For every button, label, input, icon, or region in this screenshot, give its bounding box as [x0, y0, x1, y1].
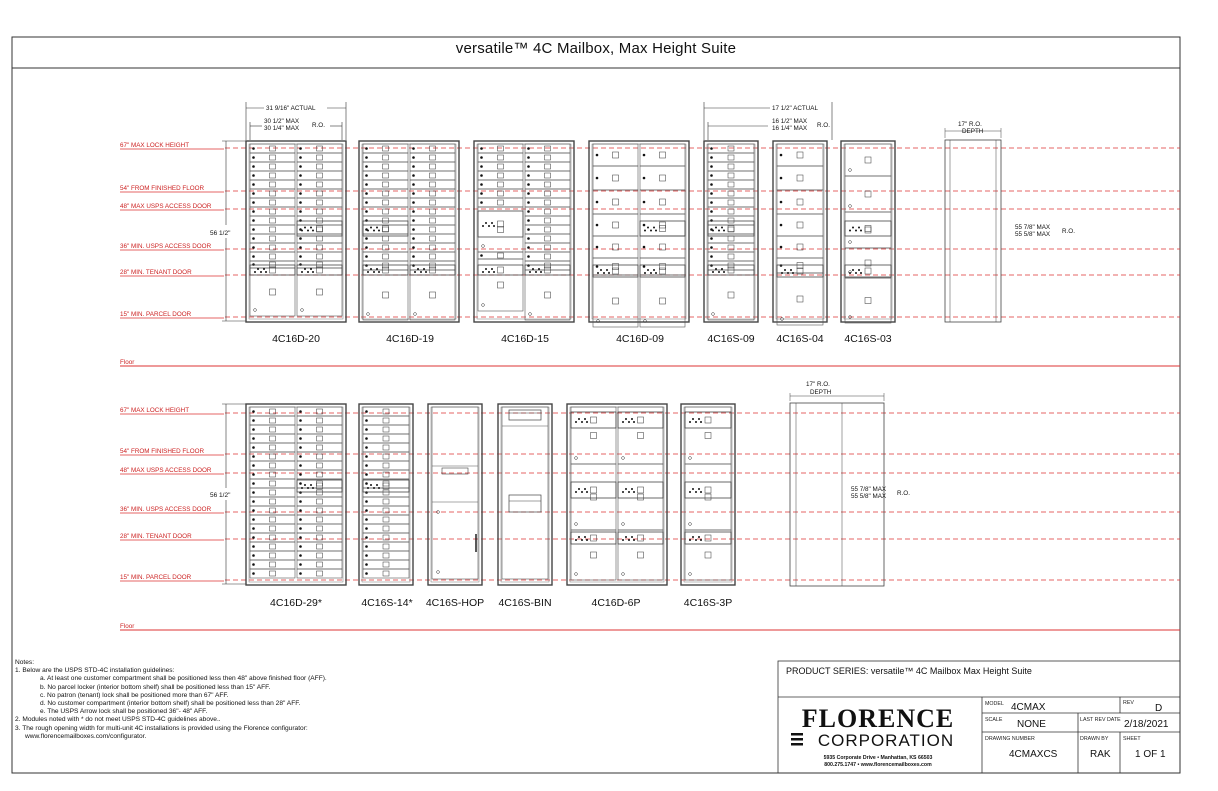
guide-label-from-floor: 54" FROM FINISHED FLOOR: [120, 448, 205, 455]
model-label: 4C16S-09: [707, 333, 755, 345]
model-label: 4C16S-03: [844, 333, 892, 345]
unit-4C16D-19: [359, 141, 459, 322]
rev-value: D: [1155, 703, 1163, 714]
note-1: 1. Below are the USPS STD-4C installation guidelines:: [15, 667, 175, 675]
depth-label-2: DEPTH: [810, 389, 832, 396]
side-ro-2: 55 5/8" MAX: [1015, 231, 1051, 238]
product-series: PRODUCT SERIES: versatile™ 4C Mailbox Max Height Suite: [786, 666, 1032, 676]
note-3: 3. The rough opening width for multi-unit 4C installations is provided using the Florence configurator:: [15, 724, 308, 732]
guide-label-max-usps: 48" MAX USPS ACCESS DOOR: [120, 203, 212, 210]
floor-label: Floor: [120, 359, 135, 366]
sheet-value: 1 OF 1: [1135, 749, 1166, 760]
model-label: 4C16D-29*: [270, 597, 322, 609]
model-label: 4C16S-BIN: [498, 597, 552, 609]
brand-logo-subtext: CORPORATION: [817, 731, 955, 750]
guide-label-max-lock: 67" MAX LOCK HEIGHT: [120, 142, 190, 149]
drawn-by-value: RAK: [1090, 749, 1111, 760]
note-1e: e. The USPS Arrow lock shall be positioned 36"- 48" AFF.: [40, 708, 208, 716]
note-1b: b. No parcel locker (interior bottom shelf) shall be positioned less than 15" AFF.: [40, 683, 271, 691]
width-ro-single-2: 16 1/4" MAX: [772, 125, 808, 132]
unit-4C16S-BIN: [498, 404, 552, 585]
unit-4C16D-29: [246, 404, 346, 585]
unit-4C16S-04: [773, 141, 827, 325]
company-contact: 800.275.1747 • www.florencemailboxes.com: [824, 762, 932, 768]
model-value: 4CMAX: [1011, 702, 1046, 713]
drawn-by-field-label: DRAWN BY: [1080, 736, 1109, 742]
height-dimension-label: 56 1/2": [210, 230, 231, 237]
guide-label-min-tenant: 28" MIN. TENANT DOOR: [120, 533, 192, 540]
guide-label-min-usps: 36" MIN. USPS ACCESS DOOR: [120, 506, 212, 513]
note-2: 2. Modules noted with * do not meet USPS STD-4C guidelines above..: [15, 716, 221, 724]
model-label: 4C16D-6P: [591, 597, 641, 609]
depth-label-1: 17" R.O.: [806, 381, 830, 388]
width-ro-single-1: 16 1/2" MAX: [772, 118, 808, 125]
row2-guides: [225, 413, 1180, 580]
side-ro-suffix: R.O.: [1062, 228, 1075, 235]
guide-label-min-usps: 36" MIN. USPS ACCESS DOOR: [120, 243, 212, 250]
side-view-row1: [945, 128, 1001, 322]
unit-4C16S-HOP: [428, 404, 482, 585]
model-label: 4C16D-20: [272, 333, 320, 345]
scale-value: NONE: [1017, 719, 1046, 730]
side-ro-1: 55 7/8" MAX: [1015, 224, 1051, 231]
guide-label-min-parcel: 15" MIN. PARCEL DOOR: [120, 574, 192, 581]
drawing-number-value: 4CMAXCS: [1009, 749, 1058, 760]
note-3-url: www.florencemailboxes.com/configurator.: [25, 732, 147, 740]
model-field-label: MODEL: [985, 701, 1004, 707]
model-label: 4C16S-04: [776, 333, 824, 345]
width-actual-double: 31 9/16" ACTUAL: [266, 105, 316, 112]
depth-label-1: 17" R.O.: [958, 121, 982, 128]
notes-block: [15, 659, 445, 741]
width-actual-single: 17 1/2" ACTUAL: [772, 105, 818, 112]
note-1d: d. No customer compartment (interior bottom shelf) shall be positioned less than 28" AFF.: [40, 700, 301, 708]
width-ro-double-1: 30 1/2" MAX: [264, 118, 300, 125]
scale-field-label: SCALE: [985, 717, 1003, 723]
model-label: 4C16S-3P: [683, 597, 733, 609]
notes-heading: Notes:: [15, 659, 35, 666]
model-label: 4C16D-19: [386, 333, 434, 345]
drawing-number-field-label: DRAWING NUMBER: [985, 736, 1035, 742]
height-dimension-label: 56 1/2": [210, 492, 231, 499]
model-label: 4C16D-09: [616, 333, 664, 345]
company-address: 5935 Corporate Drive • Manhattan, KS 66503: [823, 755, 933, 761]
row1-label-underlines: [120, 149, 224, 318]
unit-4C16D-6P: [567, 404, 667, 585]
unit-4C16S-09: [704, 141, 758, 322]
model-label: 4C16S-14*: [361, 597, 413, 609]
brand-logo-bars: [791, 733, 803, 746]
guide-label-from-floor: 54" FROM FINISHED FLOOR: [120, 185, 205, 192]
last-rev-field-label: LAST REV DATE: [1080, 717, 1121, 723]
model-label: 4C16D-15: [501, 333, 549, 345]
depth-label-2: DEPTH: [962, 128, 984, 135]
guide-label-max-usps: 48" MAX USPS ACCESS DOOR: [120, 467, 212, 474]
width-ro-double-suffix: R.O.: [312, 122, 325, 129]
width-ro-single-suffix: R.O.: [817, 122, 830, 129]
guide-label-max-lock: 67" MAX LOCK HEIGHT: [120, 407, 190, 414]
guide-label-min-parcel: 15" MIN. PARCEL DOOR: [120, 311, 192, 318]
model-label: 4C16S-HOP: [425, 597, 485, 609]
floor-label: Floor: [120, 623, 135, 630]
side-ro-1: 55 7/8" MAX: [851, 486, 887, 493]
mailbox-units: [246, 141, 895, 585]
unit-4C16D-15: [474, 141, 574, 322]
sheet-field-label: SHEET: [1123, 736, 1141, 742]
side-ro-2: 55 5/8" MAX: [851, 493, 887, 500]
side-ro-suffix: R.O.: [897, 490, 910, 497]
row2-label-underlines: [120, 414, 224, 581]
guide-label-min-tenant: 28" MIN. TENANT DOOR: [120, 269, 192, 276]
last-rev-value: 2/18/2021: [1124, 719, 1169, 730]
unit-4C16S-3P: [681, 404, 735, 585]
width-ro-double-2: 30 1/4" MAX: [264, 125, 300, 132]
note-1a: a. At least one customer compartment shall be positioned less then 48" above finished floor (AFF).: [40, 675, 327, 683]
unit-4C16S-14: [359, 404, 413, 585]
rev-field-label: REV: [1123, 700, 1134, 706]
unit-4C16D-09: [589, 141, 689, 327]
brand-logo-text: FLORENCE: [801, 704, 955, 733]
drawing-title: versatile™ 4C Mailbox, Max Height Suite: [455, 40, 737, 57]
note-1c: c. No patron (tenant) lock shall be positioned more than 67" AFF.: [40, 691, 229, 699]
unit-4C16D-20: [246, 141, 346, 322]
unit-4C16S-03: [841, 141, 895, 323]
